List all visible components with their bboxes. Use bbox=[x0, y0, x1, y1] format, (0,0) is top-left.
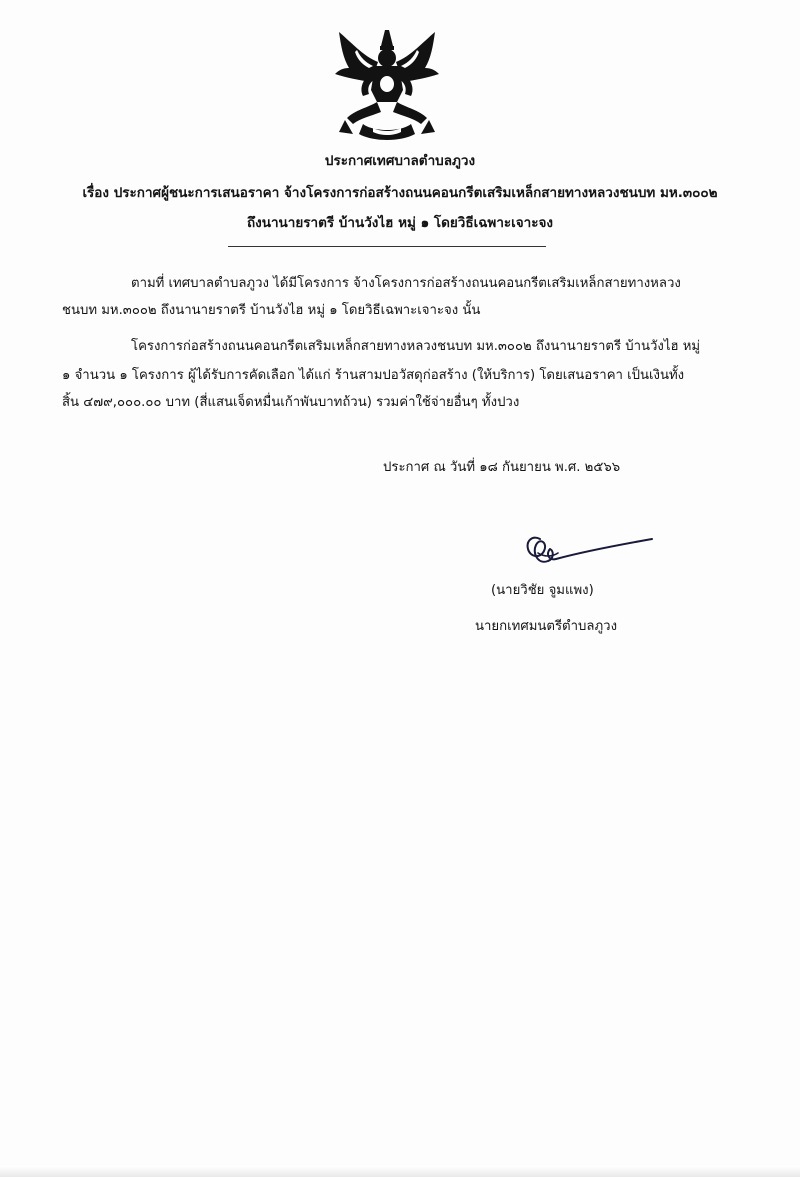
garuda-emblem-icon bbox=[333, 28, 441, 142]
signer-title: นายกเทศมนตรีตำบลภูวง bbox=[475, 619, 618, 634]
signer-name: (นายวิชัย จูมแพง) bbox=[491, 583, 594, 598]
paragraph-1-line-2: ชนบท มห.๓๐๐๒ ถึงนานายราตรี บ้านวังไฮ หมู่ ๑ โดยวิธีเฉพาะเจาะจง นั้น bbox=[62, 303, 481, 318]
paragraph-2-line-2: ๑ จำนวน ๑ โครงการ ผู้ได้รับการคัดเลือก ได้แก่ ร้านสามปอวัสดุก่อสร้าง (ให้บริการ) โดยเสนอราคา เป็นเงินทั้ง bbox=[62, 368, 685, 383]
scan-edge bbox=[0, 1166, 800, 1177]
paragraph-2-line-1: โครงการก่อสร้างถนนคอนกรีตเสริมเหล็กสายทางหลวงชนบท มห.๓๐๐๒ ถึงนานายราตรี บ้านวังไฮ หมู่ bbox=[131, 339, 701, 354]
announcement-date: ประกาศ ณ วันที่ ๑๘ กันยายน พ.ศ. ๒๕๖๖ bbox=[383, 460, 621, 475]
subject-line: เรื่อง ประกาศผู้ชนะการเสนอราคา จ้างโครงการก่อสร้างถนนคอนกรีตเสริมเหล็กสายทางหลวงชนบท มห.๓๐๐๒ bbox=[82, 185, 718, 201]
announcement-issuer: ประกาศเทศบาลตำบลภูวง bbox=[324, 153, 476, 169]
handwritten-signature bbox=[518, 531, 658, 573]
paragraph-2-line-3: สิ้น ๔๗๙,๐๐๐.๐๐ บาท (สี่แสนเจ็ดหมื่นเก้าพันบาทถ้วน) รวมค่าใช้จ่ายอื่นๆ ทั้งปวง bbox=[62, 395, 520, 410]
divider-line bbox=[228, 246, 546, 247]
paragraph-1-line-1: ตามที่ เทศบาลตำบลภูวง ได้มีโครงการ จ้างโครงการก่อสร้างถนนคอนกรีตเสริมเหล็กสายทางหลวง bbox=[131, 276, 681, 291]
subject-line-continued: ถึงนานายราตรี บ้านวังไฮ หมู่ ๑ โดยวิธีเฉพาะเจาะจง bbox=[246, 215, 554, 231]
